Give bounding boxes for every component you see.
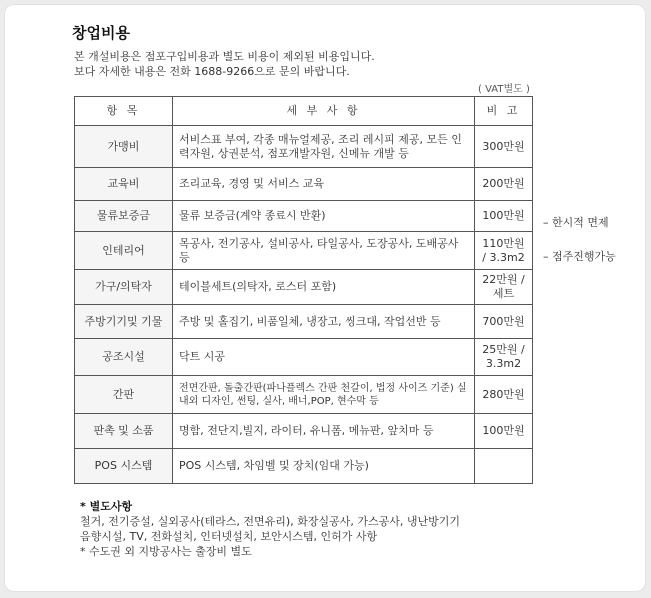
row-item: 공조시설 [75,339,173,376]
row-note: 200만원 [475,168,533,201]
row-item: 인테리어 [75,232,173,270]
row-detail: 물류 보증금(계약 종료시 반환) [173,201,475,232]
page-title: 창업비용 [72,24,130,42]
row-detail: 전면간판, 돌출간판(파나플렉스 간판 천갈이, 법정 사이즈 기준) 실내외 디자인, 썬팅, 실사, 배너,POP, 현수막 등 [173,376,475,414]
table-row [75,270,533,305]
table-row [75,376,533,414]
interior-side-note: – 점주진행가능 [543,250,616,263]
row-item: 주방기기및 기물 [75,305,173,339]
row-detail: 서비스표 부여, 각종 매뉴얼제공, 조리 레시피 제공, 모든 인력자원, 상권분석, 점포개발자원, 신메뉴 개발 등 [173,126,475,168]
table-row [75,201,533,232]
header-item: 항 목 [75,97,173,126]
row-note: 280만원 [475,376,533,414]
table-header-row [75,97,533,126]
deposit-side-note: – 한시적 면제 [543,216,609,229]
row-detail: 주방 및 홀집기, 비품일체, 냉장고, 씽크대, 작업선반 등 [173,305,475,339]
row-note: 700만원 [475,305,533,339]
row-detail: 명함, 전단지,빌지, 라이터, 유니폼, 메뉴판, 앞치마 등 [173,414,475,449]
row-item: 가맹비 [75,126,173,168]
row-note: 300만원 [475,126,533,168]
row-item: POS 시스템 [75,449,173,484]
table-row [75,305,533,339]
intro-line-1: 본 개설비용은 점포구입비용과 별도 비용이 제외된 비용입니다. [74,50,375,63]
table-row [75,232,533,270]
row-detail: 테이블세트(의탁자, 로스터 포함) [173,270,475,305]
row-detail: 닥트 시공 [173,339,475,376]
row-detail: POS 시스템, 차임벨 및 장치(임대 가능) [173,449,475,484]
table-row [75,414,533,449]
row-note: 110만원 / 3.3m2 [475,232,533,270]
additional-notes-line-3: * 수도권 외 지방공사는 출장비 별도 [80,545,252,558]
header-note: 비 고 [475,97,533,126]
row-detail: 목공사, 전기공사, 설비공사, 타일공사, 도장공사, 도배공사 등 [173,232,475,270]
row-item: 판촉 및 소품 [75,414,173,449]
row-item: 물류보증금 [75,201,173,232]
additional-notes-heading: * 별도사항 [80,500,133,513]
intro-text [74,49,375,79]
row-detail: 조리교육, 경영 및 서비스 교육 [173,168,475,201]
startup-cost-table [74,96,533,484]
table-row [75,126,533,168]
header-detail: 세 부 사 항 [173,97,475,126]
row-note [475,449,533,484]
additional-notes-line-2: 음향시설, TV, 전화설치, 인터넷설치, 보안시스템, 인허가 사항 [80,530,378,543]
additional-notes [80,499,460,559]
row-note: 22만원 / 세트 [475,270,533,305]
table-row [75,449,533,484]
table-row [75,339,533,376]
additional-notes-line-1: 철거, 전기증설, 실외공사(테라스, 전면유리), 화장실공사, 가스공사, 냉난방기기 [80,515,460,528]
intro-line-2: 보다 자세한 내용은 전화 1688-9266으로 문의 바랍니다. [74,65,350,78]
row-note: 100만원 [475,201,533,232]
row-note: 100만원 [475,414,533,449]
row-item: 교육비 [75,168,173,201]
table-row [75,168,533,201]
row-item: 간판 [75,376,173,414]
row-note: 25만원 / 3.3m2 [475,339,533,376]
vat-note: ( VAT별도 ) [478,84,530,95]
row-item: 가구/의탁자 [75,270,173,305]
